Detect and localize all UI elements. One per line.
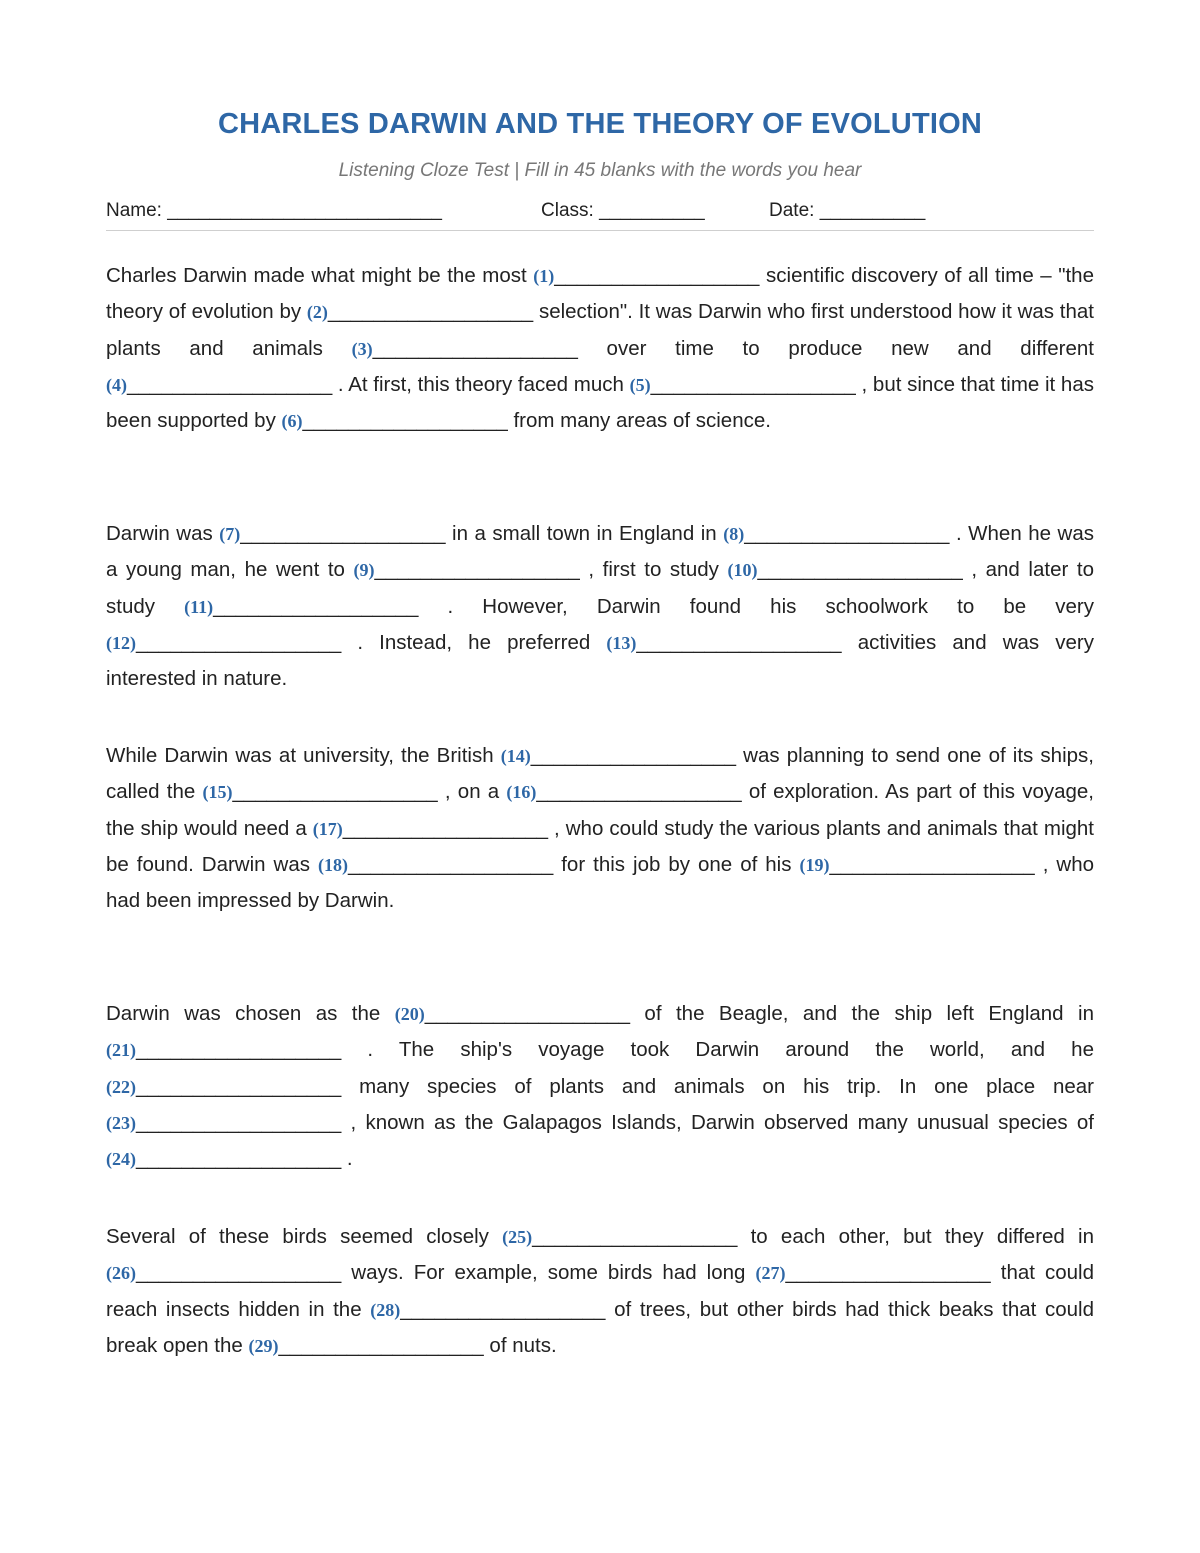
paragraph-4 — [106, 996, 1094, 1177]
blank-9[interactable] — [354, 558, 580, 581]
blank-number: (14) — [500, 746, 531, 766]
blank-25[interactable] — [502, 1225, 737, 1248]
blank-27[interactable] — [755, 1261, 990, 1284]
paragraph-text: selection". It was Darwin who first understood how it was that plants and animals — [106, 300, 1094, 360]
blank-24[interactable] — [106, 1147, 341, 1170]
blank-number: (2) — [306, 302, 328, 323]
blank-15[interactable] — [202, 780, 437, 803]
date-field[interactable]: Date: __________ — [769, 200, 926, 221]
blank-number: (27) — [755, 1263, 786, 1284]
paragraph-text: , and later to study — [106, 558, 1094, 618]
blank-line[interactable]: __________________ — [278, 1333, 484, 1357]
blank-line[interactable]: __________________ — [136, 1261, 342, 1285]
paragraph-text: in a small town in England in — [445, 522, 724, 545]
paragraph-text: that could reach insects hidden in the — [106, 1261, 1094, 1321]
paragraph-text: . When he was a young man, he went to — [106, 522, 1094, 582]
blank-16[interactable] — [506, 780, 741, 803]
blank-number: (20) — [394, 1004, 425, 1024]
blank-number: (7) — [219, 524, 241, 544]
paragraph-text: . However, Darwin found his schoolwork to be very — [418, 594, 1095, 618]
paragraph-text: , who could study the various plants and animals that might be found. Darwin was — [106, 816, 1094, 876]
paragraph-text: of exploration. As part of this voyage, the ship would need a — [106, 780, 1094, 840]
blank-7[interactable] — [219, 522, 445, 545]
blank-4[interactable] — [106, 373, 332, 396]
blank-21[interactable] — [106, 1038, 341, 1061]
paragraph-text: many species of plants and animals on his trip. In one place near — [341, 1074, 1094, 1098]
paragraph-1 — [106, 258, 1094, 439]
blank-line[interactable]: __________________ — [757, 558, 963, 582]
blank-line[interactable]: __________________ — [342, 816, 549, 840]
blank-line[interactable]: __________________ — [327, 300, 534, 324]
paragraph-text: activities and was very interested in nature. — [106, 630, 1094, 691]
blank-line[interactable]: __________________ — [136, 1147, 342, 1171]
blank-18[interactable] — [318, 853, 553, 876]
paragraph-text: , who had been impressed by Darwin. — [106, 852, 1094, 913]
paragraph-text: , known as the Galapagos Islands, Darwin observed many unusual species of — [341, 1110, 1094, 1134]
paragraph-text: was planning to send one of its ships, called the — [106, 744, 1094, 804]
blank-1[interactable] — [533, 264, 759, 287]
blank-line[interactable]: __________________ — [348, 852, 554, 876]
blank-line[interactable]: __________________ — [744, 522, 950, 545]
blank-11[interactable] — [184, 595, 418, 618]
paragraph-text: . The ship's voyage took Darwin around the world, and he — [341, 1038, 1094, 1062]
blank-2[interactable] — [307, 300, 533, 323]
blank-number: (22) — [106, 1076, 136, 1097]
blank-line[interactable]: __________________ — [136, 1110, 342, 1134]
paragraph-3 — [106, 738, 1094, 918]
paragraph-text: for this job by one of his — [553, 852, 800, 876]
paragraph-text: of nuts. — [483, 1333, 557, 1357]
student-info-row — [106, 200, 1094, 231]
page-title: CHARLES DARWIN AND THE THEORY OF EVOLUTION — [217, 108, 983, 140]
paragraph-text: , on a — [437, 780, 507, 804]
blank-number: (23) — [106, 1112, 136, 1133]
blank-line[interactable]: __________________ — [532, 1225, 738, 1248]
blank-number: (24) — [106, 1149, 136, 1170]
name-field[interactable]: Name: __________________________ — [106, 200, 442, 221]
paragraph-text: over time to produce new and different — [577, 336, 1094, 360]
page-subtitle: Listening Cloze Test | Fill in 45 blanks with the words you hear — [338, 160, 862, 181]
blank-number: (13) — [606, 632, 637, 653]
blank-12[interactable] — [106, 631, 341, 654]
paragraph-text: . Instead, he preferred — [341, 630, 607, 654]
blank-line[interactable]: __________________ — [554, 264, 760, 287]
blank-line[interactable]: __________________ — [636, 630, 842, 654]
blank-26[interactable] — [106, 1261, 341, 1284]
blank-line[interactable]: __________________ — [650, 372, 856, 396]
blank-number: (26) — [106, 1263, 136, 1284]
paragraph-2 — [106, 516, 1094, 696]
blank-28[interactable] — [370, 1298, 605, 1321]
paragraph-text: of trees, but other birds had thick beaks that could break open the — [106, 1297, 1094, 1357]
blank-number: (11) — [184, 596, 214, 617]
blank-line[interactable]: __________________ — [136, 1038, 342, 1062]
blank-22[interactable] — [106, 1075, 341, 1098]
blank-line[interactable]: __________________ — [302, 409, 508, 433]
blank-line[interactable]: __________________ — [400, 1297, 606, 1321]
blank-number: (18) — [318, 854, 348, 875]
blank-number: (12) — [106, 632, 136, 653]
blank-number: (6) — [281, 411, 303, 432]
blank-29[interactable] — [248, 1334, 483, 1357]
blank-20[interactable] — [395, 1002, 630, 1025]
paragraph-text: ways. For example, some birds had long — [341, 1261, 756, 1285]
paragraph-text: , but since that time it has been supported by — [106, 372, 1094, 433]
blank-3[interactable] — [352, 337, 578, 360]
blank-17[interactable] — [313, 817, 548, 840]
paragraph-text: Several of these birds seemed closely — [106, 1225, 503, 1248]
paragraph-text: to each other, but they differed in — [737, 1225, 1095, 1248]
blank-number: (25) — [502, 1227, 533, 1247]
blank-line[interactable]: __________________ — [829, 852, 1035, 876]
blank-line[interactable]: __________________ — [136, 630, 342, 654]
blank-6[interactable] — [282, 409, 508, 432]
blank-line[interactable]: __________________ — [785, 1261, 991, 1285]
paragraph-text: While Darwin was at university, the British — [106, 744, 501, 767]
paragraph-text: , first to study — [579, 558, 728, 582]
blank-line[interactable]: __________________ — [372, 336, 578, 360]
paragraph-5 — [106, 1219, 1094, 1364]
blank-number: (16) — [506, 782, 537, 803]
paragraph-text: . At first, this theory faced much — [332, 372, 630, 396]
paragraph-text: scientific discovery of all time – "the theory of evolution by — [106, 264, 1094, 324]
blank-number: (29) — [248, 1335, 279, 1356]
blank-number: (1) — [533, 266, 555, 286]
blank-23[interactable] — [106, 1111, 341, 1134]
paragraph-text: Charles Darwin made what might be the most — [106, 264, 534, 287]
blank-13[interactable] — [606, 631, 841, 654]
paragraph-text: from many areas of science. — [507, 409, 771, 433]
blank-number: (15) — [202, 782, 233, 803]
blank-number: (4) — [106, 374, 127, 395]
blank-10[interactable] — [728, 558, 963, 581]
blank-line[interactable]: __________________ — [536, 780, 742, 804]
blank-line[interactable]: __________________ — [136, 1074, 342, 1098]
blank-number: (19) — [799, 854, 830, 875]
blank-number: (8) — [723, 524, 745, 544]
blank-number: (5) — [629, 374, 651, 395]
blank-number: (28) — [370, 1299, 401, 1320]
class-field[interactable]: Class: __________ — [541, 200, 705, 221]
blank-number: (21) — [106, 1040, 136, 1061]
blank-number: (17) — [312, 818, 343, 839]
paragraph-text: Darwin was chosen as the — [106, 1002, 395, 1025]
blank-line[interactable]: __________________ — [232, 780, 438, 804]
blank-line[interactable]: __________________ — [424, 1002, 630, 1025]
blank-line[interactable]: __________________ — [240, 522, 446, 545]
blank-8[interactable] — [723, 522, 949, 545]
paragraph-text: of the Beagle, and the ship left England in — [629, 1002, 1094, 1025]
blank-number: (3) — [351, 338, 373, 359]
blank-number: (10) — [727, 560, 758, 581]
blank-line[interactable]: __________________ — [127, 372, 333, 396]
blank-line[interactable]: __________________ — [530, 744, 737, 767]
paragraph-text: Darwin was — [106, 522, 220, 545]
blank-14[interactable] — [501, 744, 736, 767]
blank-5[interactable] — [630, 373, 856, 396]
blank-19[interactable] — [799, 853, 1034, 876]
blank-line[interactable]: __________________ — [213, 594, 419, 618]
paragraph-text: . — [341, 1147, 353, 1171]
blank-line[interactable]: __________________ — [374, 558, 580, 582]
blank-number: (9) — [353, 560, 375, 581]
